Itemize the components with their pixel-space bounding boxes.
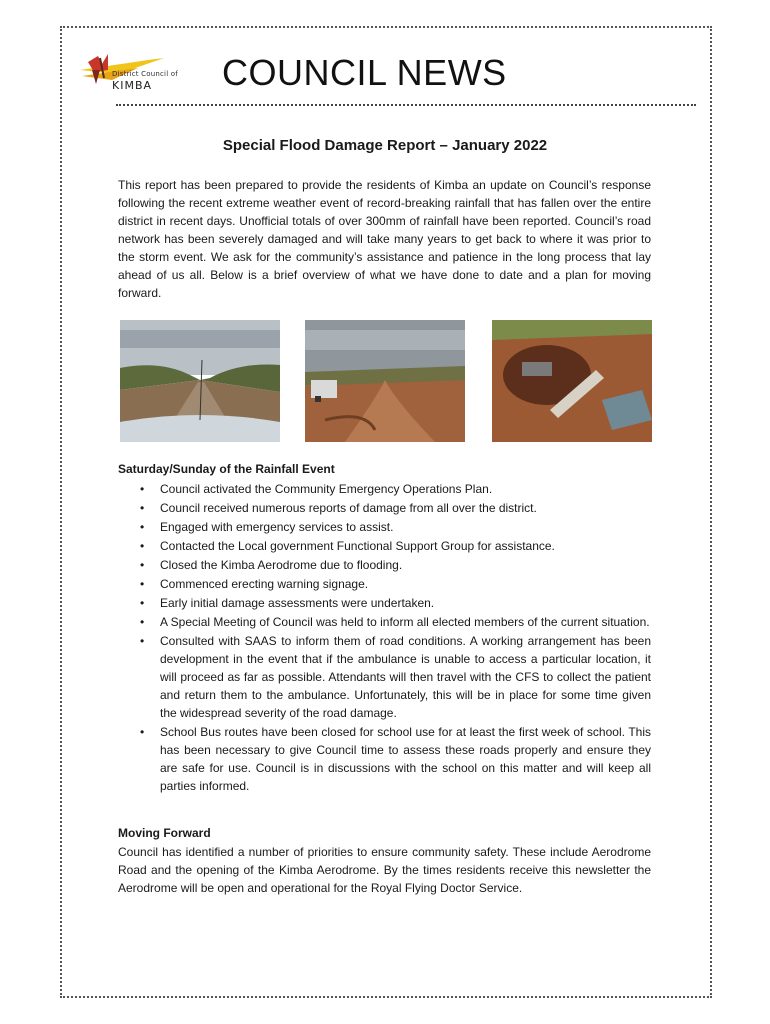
header-divider	[116, 104, 696, 106]
list-item: • A Special Meeting of Council was held to inform all elected members of the current situation.	[118, 613, 651, 631]
list-item: • Closed the Kimba Aerodrome due to flooding.	[118, 556, 651, 574]
intro-paragraph: This report has been prepared to provide the residents of Kimba an update on Council’s response following the recent extreme weather event of record-breaking rainfall that has fallen over the entire district in recent days. Unofficial totals of over 300mm of rainfall have been reported. Council’s road network has been severely damaged and will take many years to get back to where it was prior to the storm event. We ask for the community’s assistance and patience in the long process that lay ahead of us all. Below is a brief overview of what we have done to date and a plan for moving forward.	[118, 178, 651, 300]
moving-forward-paragraph: Council has identified a number of priorities to ensure community safety. These include Aerodrome Road and the opening of the Kimba Aerodrome. By the times residents receive this newsletter the Aerodrome will be open and operational for the Royal Flying Doctor Service.	[118, 845, 651, 895]
washed-out-culvert-photo	[492, 320, 652, 442]
list-item: • Council received numerous reports of damage from all over the district.	[118, 499, 651, 517]
moving-forward-heading: Moving Forward	[118, 826, 211, 840]
list-item: • Consulted with SAAS to inform them of road conditions. A working arrangement has been development in the event that if the ambulance is unable to access a particular location, it will proceed as far as possible. Attendants will then travel with the CFS to collect the patient and return them to the ambulance. Unfortunately, this will be in place for some time given the widespread severity of the road damage.	[118, 632, 651, 722]
page-title: COUNCIL NEWS	[222, 52, 507, 93]
muddy-road-photo	[305, 320, 465, 442]
rainfall-event-heading: Saturday/Sunday of the Rainfall Event	[118, 462, 335, 476]
rainfall-event-list	[118, 480, 651, 796]
logo-subtext: District Council of	[112, 70, 178, 78]
list-item: • Engaged with emergency services to assist.	[118, 518, 651, 536]
list-item: • Contacted the Local government Functional Support Group for assistance.	[118, 537, 651, 555]
flooded-road-photo	[120, 320, 280, 442]
list-item: • Commenced erecting warning signage.	[118, 575, 651, 593]
list-item: • School Bus routes have been closed for school use for at least the first week of school. This has been necessary to give Council time to assess these roads properly and ensure they are safe for use. Council is in discussions with the school on this matter and will keep all parties informed.	[118, 723, 651, 795]
report-title: Special Flood Damage Report – January 2022	[222, 137, 548, 154]
list-item: • Early initial damage assessments were undertaken.	[118, 594, 651, 612]
logo-name: KIMBA	[112, 79, 153, 92]
list-item: • Council activated the Community Emergency Operations Plan.	[118, 480, 651, 498]
